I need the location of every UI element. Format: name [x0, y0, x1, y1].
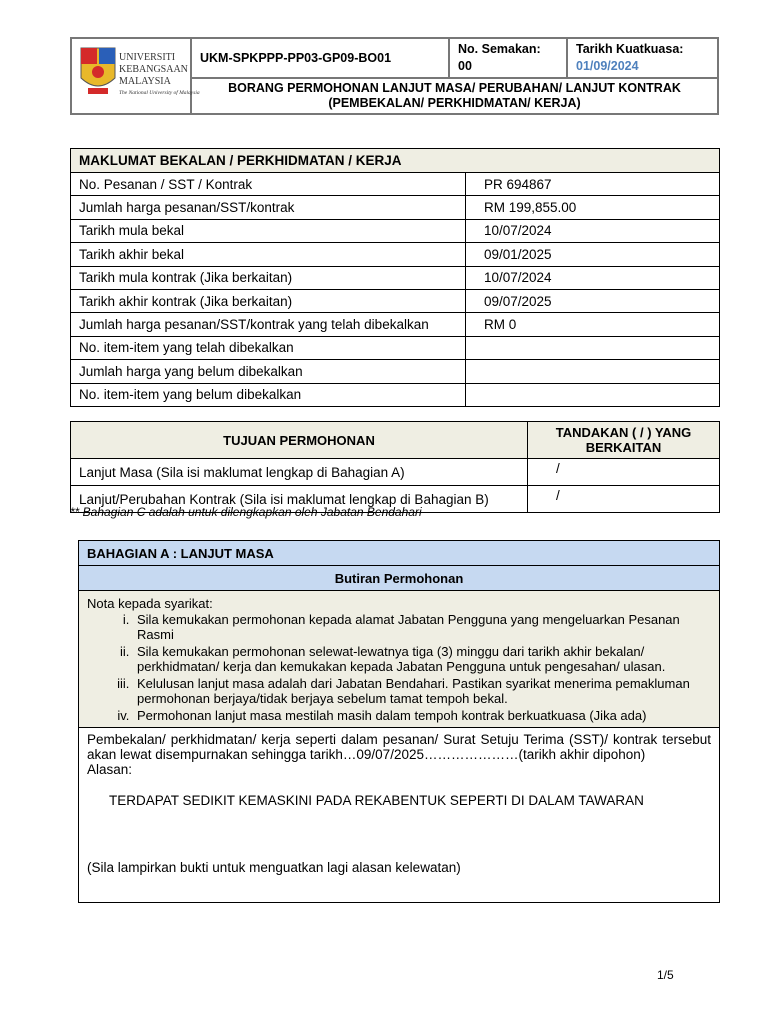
svg-text:KEBANGSAAN: KEBANGSAAN — [119, 63, 188, 75]
tujuan-table — [70, 421, 720, 513]
row-value: PR 694867 — [466, 173, 720, 196]
list-item: iv. Permohonan lanjut masa mestilah masih dalam tempoh kontrak berkuatkuasa (Jika ada) — [133, 708, 711, 723]
row-value: RM 199,855.00 — [466, 196, 720, 219]
tujuan-label: Lanjut/Perubahan Kontrak (Sila isi maklumat lengkap di Bahagian B) — [71, 486, 528, 513]
table-row — [71, 289, 720, 312]
list-item: iii. Kelulusan lanjut masa adalah dari Jabatan Bendahari. Pastikan syarikat menerima pemakluman permohonan berjaya/tidak berjaya sebelum tamat tempoh bekal. — [133, 676, 711, 706]
row-value: 09/07/2025 — [466, 289, 720, 312]
row-label: No. item-item yang telah dibekalkan — [71, 336, 466, 359]
tujuan-header: TUJUAN PERMOHONAN — [71, 422, 528, 459]
list-item: ii. Sila kemukakan permohonan selewat-lewatnya tiga (3) minggu dari tarikh akhir bekalan/ perkhidmatan/ kerja dan kemukakan kepada Jabatan Pengguna untuk pengesahan/ ulasan. — [133, 644, 711, 674]
statement-text: Pembekalan/ perkhidmatan/ kerja seperti dalam pesanan/ Surat Setuju Terima (SST)/ kontrak tersebut akan lewat disempurnakan sehingga tarikh…09/07/2025…………………(tarikh akhir dipohon) — [87, 732, 711, 762]
kuatkuasa-label: Tarikh Kuatkuasa: — [576, 42, 684, 56]
bahagian-c-note: ** Bahagian C adalah untuk dilengkapkan oleh Jabatan Bendahari — [70, 505, 422, 519]
form-title-line1: BORANG PERMOHONAN LANJUT MASA/ PERUBAHAN/ LANJUT KONTRAK — [228, 81, 681, 95]
maklumat-title: MAKLUMAT BEKALAN / PERKHIDMATAN / KERJA — [71, 149, 720, 173]
row-label: No. item-item yang belum dibekalkan — [71, 383, 466, 406]
row-label: Jumlah harga pesanan/SST/kontrak — [71, 196, 466, 219]
nota-label: Nota kepada syarikat: — [87, 596, 213, 611]
row-value: 10/07/2024 — [466, 219, 720, 242]
row-label: Jumlah harga yang belum dibekalkan — [71, 360, 466, 383]
lampiran-note: (Sila lampirkan bukti untuk menguatkan lagi alasan kelewatan) — [87, 860, 461, 875]
bahagian-a-table — [78, 540, 720, 903]
row-value[interactable] — [466, 383, 720, 406]
tandakan-line1: TANDAKAN ( / ) YANG — [555, 425, 692, 440]
form-header — [70, 37, 719, 115]
page-number: 1/5 — [657, 968, 674, 982]
tick-mark[interactable]: / — [528, 459, 720, 486]
svg-text:The National University of Mal: The National University of Malaysia — [119, 89, 200, 96]
table-row — [71, 219, 720, 242]
tandakan-line2: BERKAITAN — [585, 440, 662, 455]
tujuan-label: Lanjut Masa (Sila isi maklumat lengkap di Bahagian A) — [71, 459, 528, 486]
table-row — [71, 336, 720, 359]
row-value[interactable] — [466, 336, 720, 359]
row-value[interactable] — [466, 360, 720, 383]
maklumat-table — [70, 148, 720, 407]
row-value: 10/07/2024 — [466, 266, 720, 289]
row-label: No. Pesanan / SST / Kontrak — [71, 173, 466, 196]
alasan-text[interactable]: TERDAPAT SEDIKIT KEMASKINI PADA REKABENTUK SEPERTI DI DALAM TAWARAN — [109, 793, 644, 808]
table-row — [71, 173, 720, 196]
permohonan-body — [79, 728, 720, 903]
table-row — [71, 313, 720, 336]
semakan-cell — [449, 38, 567, 78]
row-value: 09/01/2025 — [466, 243, 720, 266]
form-title-line2: (PEMBEKALAN/ PERKHIDMATAN/ KERJA) — [328, 96, 581, 110]
table-row — [71, 243, 720, 266]
table-row — [71, 266, 720, 289]
ukm-logo — [75, 42, 200, 108]
semakan-value: 00 — [458, 59, 472, 73]
butiran-subtitle: Butiran Permohonan — [79, 566, 720, 591]
table-row — [71, 360, 720, 383]
row-label: Tarikh mula kontrak (Jika berkaitan) — [71, 266, 466, 289]
form-title — [191, 78, 718, 114]
row-label: Tarikh mula bekal — [71, 219, 466, 242]
svg-text:UNIVERSITI: UNIVERSITI — [119, 51, 176, 63]
kuatkuasa-cell — [567, 38, 718, 78]
bahagian-a-title: BAHAGIAN A : LANJUT MASA — [79, 541, 720, 566]
table-row — [71, 196, 720, 219]
row-label: Jumlah harga pesanan/SST/kontrak yang telah dibekalkan — [71, 313, 466, 336]
list-item: i. Sila kemukakan permohonan kepada alamat Jabatan Pengguna yang mengeluarkan Pesanan Rasmi — [133, 612, 711, 642]
row-value: RM 0 — [466, 313, 720, 336]
alasan-label: Alasan: — [87, 762, 133, 777]
nota-section — [79, 591, 720, 728]
doc-code: UKM-SPKPPP-PP03-GP09-BO01 — [191, 38, 449, 78]
logo-cell — [71, 38, 200, 114]
table-row — [71, 383, 720, 406]
semakan-label: No. Semakan: — [458, 42, 541, 56]
kuatkuasa-value: 01/09/2024 — [576, 59, 639, 73]
row-label: Tarikh akhir kontrak (Jika berkaitan) — [71, 289, 466, 312]
tick-mark[interactable]: / — [528, 486, 720, 513]
table-row — [71, 459, 720, 486]
row-label: Tarikh akhir bekal — [71, 243, 466, 266]
tandakan-header — [528, 422, 720, 459]
nota-list — [87, 612, 711, 723]
svg-text:MALAYSIA: MALAYSIA — [119, 75, 171, 87]
